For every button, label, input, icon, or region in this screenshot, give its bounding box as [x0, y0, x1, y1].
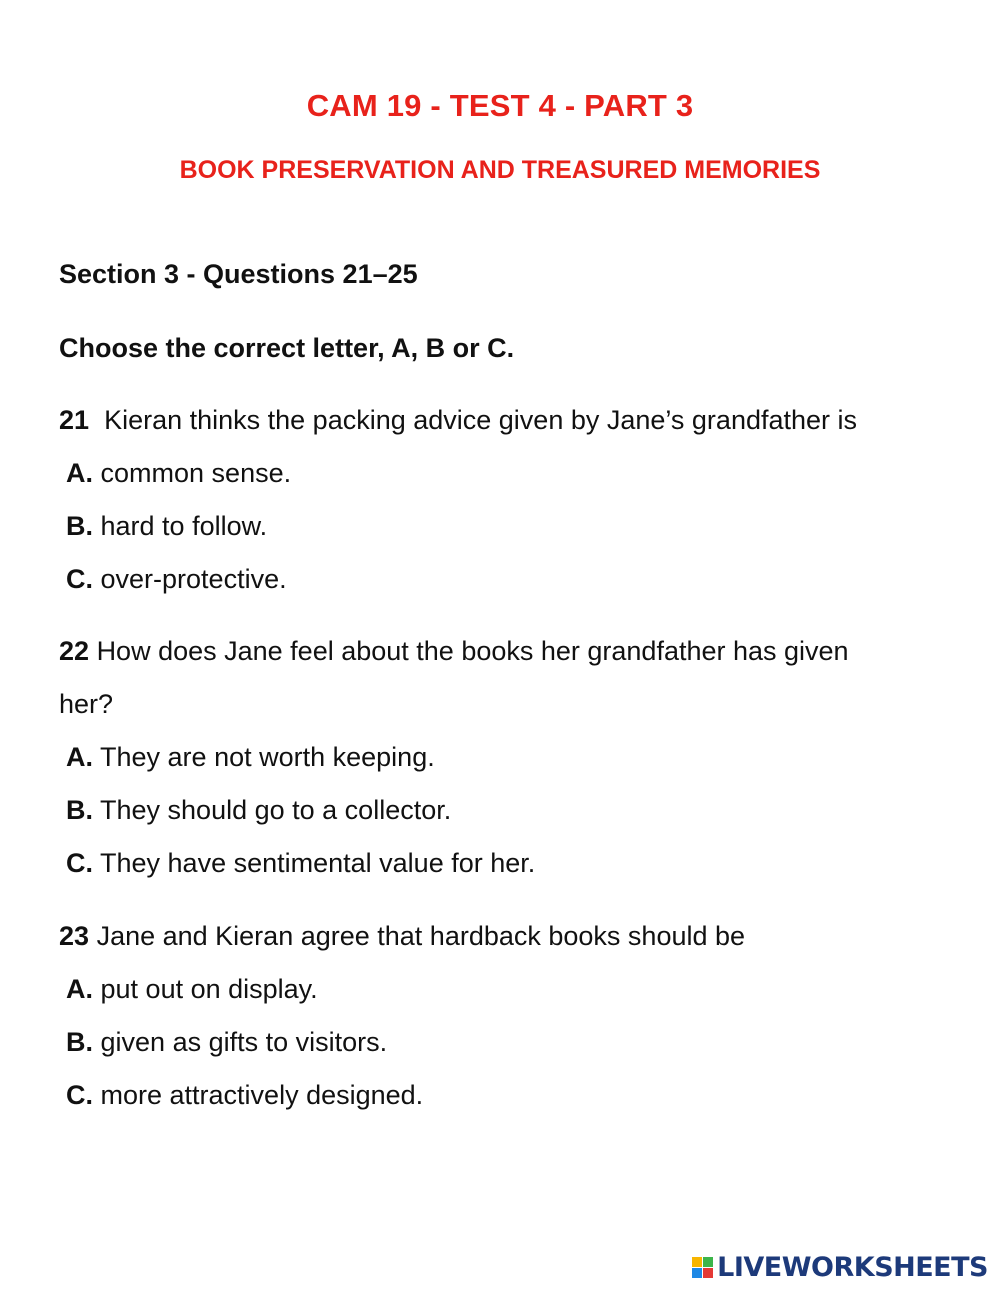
brand-name: LIVEWORKSHEETS [717, 1252, 988, 1283]
question-stem [59, 920, 745, 952]
logo-grid-icon [692, 1257, 713, 1278]
option-a[interactable] [59, 741, 435, 773]
option-letter: B. [66, 511, 93, 541]
option-letter: B. [66, 795, 93, 825]
option-letter: A. [66, 458, 93, 488]
logo-square-2 [703, 1257, 713, 1267]
question-text-continued: her? [59, 689, 114, 719]
question-number: 21 [59, 405, 90, 435]
instruction-text: Choose the correct letter, A, B or C. [59, 333, 515, 363]
logo-square-3 [692, 1268, 702, 1278]
option-letter: A. [66, 974, 93, 1004]
option-c[interactable] [59, 563, 287, 595]
option-c[interactable] [59, 847, 535, 879]
option-b[interactable] [59, 1026, 387, 1058]
option-text: They have sentimental value for her. [100, 848, 536, 878]
section-heading: Section 3 - Questions 21–25 [59, 259, 418, 289]
logo-square-4 [703, 1268, 713, 1278]
option-letter: A. [66, 742, 93, 772]
question-number: 22 [59, 636, 90, 666]
question-text: Kieran thinks the packing advice given by Jane’s grandfather is [104, 405, 858, 435]
option-text: They are not worth keeping. [100, 742, 435, 772]
option-letter: C. [66, 564, 93, 594]
option-letter: C. [66, 1080, 93, 1110]
question-text: How does Jane feel about the books her grandfather has given [96, 636, 849, 666]
option-text: given as gifts to visitors. [100, 1027, 388, 1057]
option-a[interactable] [59, 457, 291, 489]
page-title: CAM 19 - TEST 4 - PART 3 [306, 88, 694, 123]
page-subtitle: BOOK PRESERVATION AND TREASURED MEMORIES [179, 156, 821, 184]
option-text: common sense. [100, 458, 292, 488]
question-number: 23 [59, 921, 90, 951]
logo-square-1 [692, 1257, 702, 1267]
question-text: Jane and Kieran agree that hardback books should be [96, 921, 746, 951]
option-letter: B. [66, 1027, 93, 1057]
option-text: over-protective. [100, 564, 287, 594]
option-c[interactable] [59, 1079, 423, 1111]
option-b[interactable] [59, 794, 451, 826]
option-a[interactable] [59, 973, 318, 1005]
option-text: They should go to a collector. [100, 795, 452, 825]
question-stem [59, 404, 857, 436]
option-text: put out on display. [100, 974, 318, 1004]
option-b[interactable] [59, 510, 267, 542]
option-text: hard to follow. [100, 511, 268, 541]
option-letter: C. [66, 848, 93, 878]
question-stem [59, 635, 849, 667]
liveworksheets-logo [692, 1252, 988, 1283]
option-text: more attractively designed. [100, 1080, 424, 1110]
